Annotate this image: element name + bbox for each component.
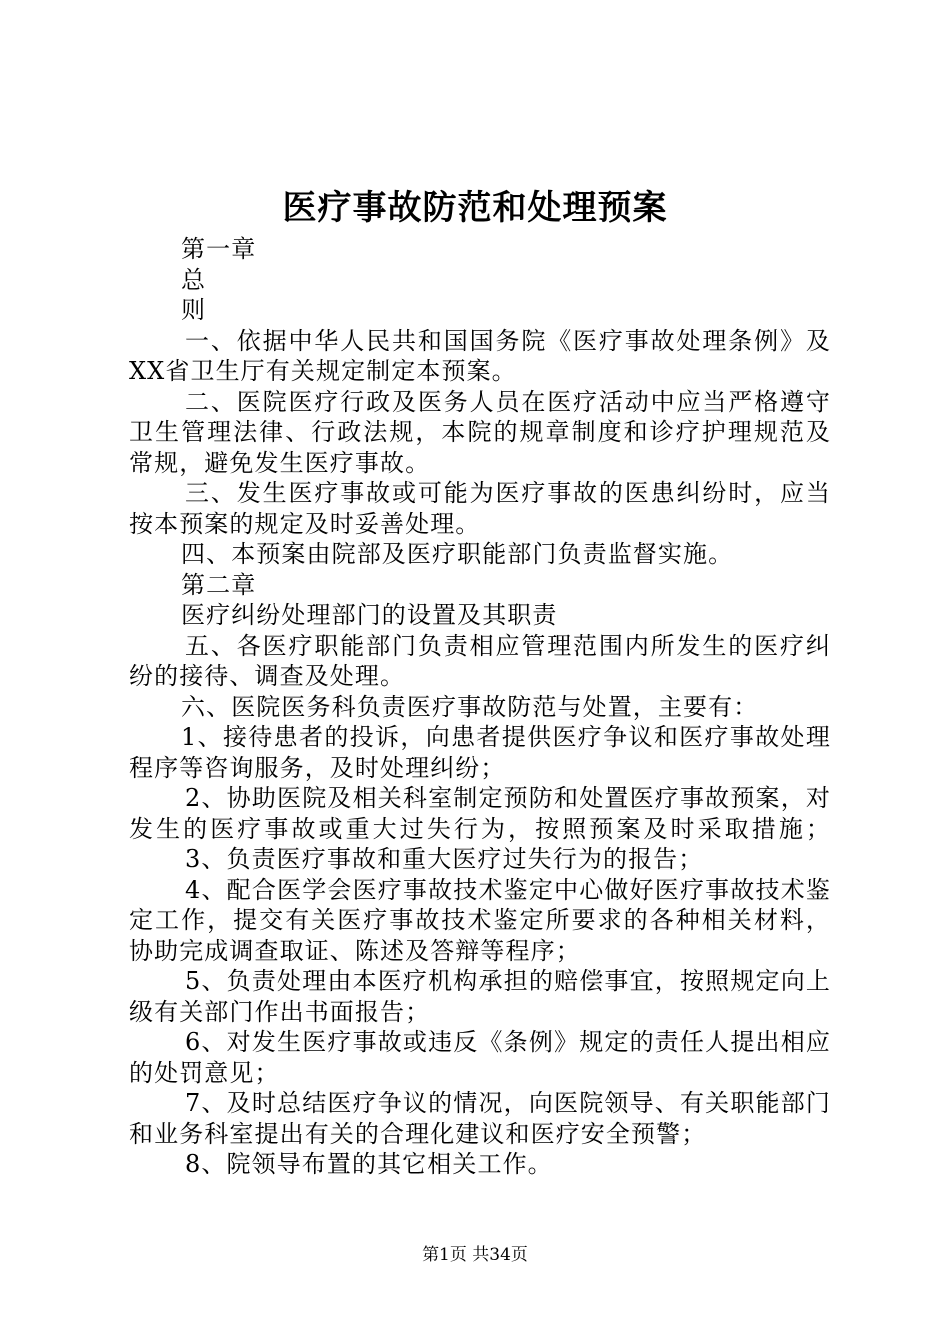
text-line: 6、对发生医疗事故或违反《条例》规定的责任人提出相应 xyxy=(185,1028,831,1056)
text-line: 二、医院医疗行政及医务人员在医疗活动中应当严格遵守 xyxy=(185,387,831,416)
text-line: 1、接待患者的投诉，向患者提供医疗争议和医疗事故处理 xyxy=(181,723,831,751)
text-line: 三、发生医疗事故或可能为医疗事故的医患纠纷时，应当 xyxy=(185,479,831,507)
text-line: 发生的医疗事故或重大过失行为，按照预案及时采取措施； xyxy=(129,814,831,843)
text-line: 纷的接待、调查及处理。 xyxy=(129,662,406,690)
document-body xyxy=(129,234,831,1180)
text-line: 则 xyxy=(181,296,207,324)
text-line: 五、各医疗职能部门负责相应管理范围内所发生的医疗纠 xyxy=(185,631,831,660)
text-line: 六、医院医务科负责医疗事故防范与处置，主要有： xyxy=(181,692,759,721)
text-line: 第二章 xyxy=(181,570,257,599)
text-line: 卫生管理法律、行政法规，本院的规章制度和诊疗护理规范及 xyxy=(129,418,831,446)
text-line: 四、本预案由院部及医疗职能部门负责监督实施。 xyxy=(181,540,734,568)
text-line: 3、负责医疗事故和重大医疗过失行为的报告； xyxy=(185,845,704,873)
text-line: 医疗纠纷处理部门的设置及其职责 xyxy=(181,601,558,629)
text-line: 级有关部门作出书面报告； xyxy=(129,997,431,1026)
text-line: 定工作，提交有关医疗事故技术鉴定所要求的各种相关材料， xyxy=(129,906,831,934)
text-line: 协助完成调查取证、陈述及答辩等程序； xyxy=(129,936,581,965)
text-line: 5、负责处理由本医疗机构承担的赔偿事宜，按照规定向上 xyxy=(185,967,831,995)
text-line: 按本预案的规定及时妥善处理。 xyxy=(129,509,481,538)
text-line: 的处罚意见； xyxy=(129,1058,280,1087)
text-line: XX省卫生厅有关规定制定本预案。 xyxy=(129,357,517,385)
text-line: 2、协助医院及相关科室制定预防和处置医疗事故预案，对 xyxy=(185,784,831,812)
text-line: 7、及时总结医疗争议的情况，向医院领导、有关职能部门 xyxy=(185,1089,831,1117)
text-line: 4、配合医学会医疗事故技术鉴定中心做好医疗事故技术鉴 xyxy=(185,875,831,904)
page-title: 医疗事故防范和处理预案 xyxy=(282,188,668,228)
text-line: 程序等咨询服务，及时处理纠纷； xyxy=(129,753,506,782)
text-line: 和业务科室提出有关的合理化建议和医疗安全预警； xyxy=(129,1119,707,1148)
text-line: 一、依据中华人民共和国国务院《医疗事故处理条例》及 xyxy=(185,326,831,355)
page-footer: 第1页 共34页 xyxy=(422,1245,528,1265)
text-line: 第一章 xyxy=(181,235,257,263)
text-line: 常规，避免发生医疗事故。 xyxy=(129,448,431,477)
text-line: 总 xyxy=(181,265,207,294)
text-line: 8、院领导布置的其它相关工作。 xyxy=(185,1150,553,1178)
